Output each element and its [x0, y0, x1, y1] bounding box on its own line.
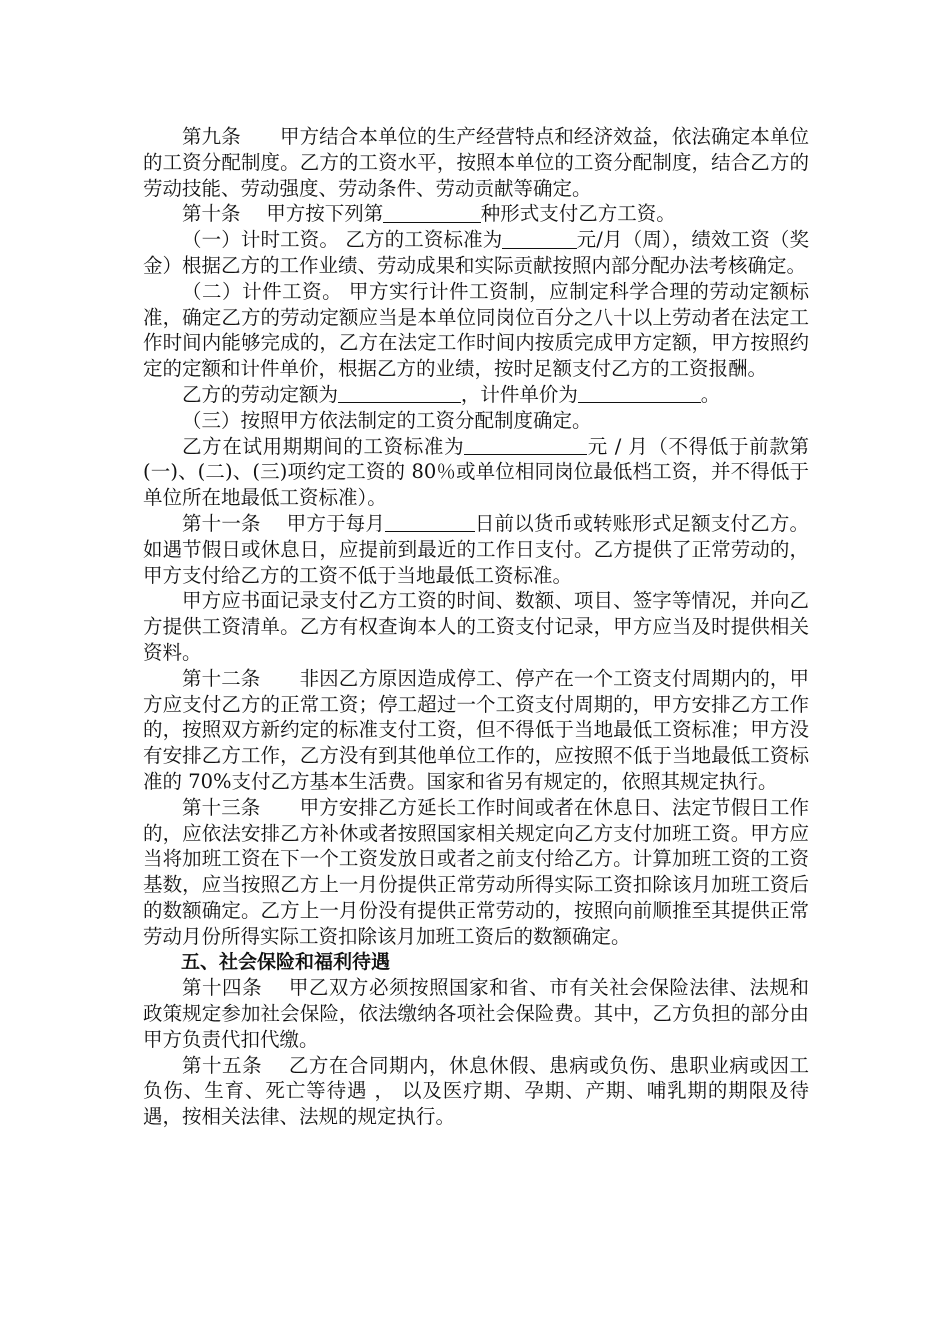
- article-12: 第十二条 非因乙方原因造成停工、停产在一个工资支付周期内的，甲方应支付乙方的正常工资；停工超过一个工资支付周期的，甲方安排乙方工作的，按照双方新约定的标准支付工资，但不得低于当地最低工资标准；甲方没有安排乙方工作，乙方没有到其他单位工作的，应按照不低于当地最低工资标准的 70%支付乙方基本生活费。国家和省另有规定的，依照其规定执行。: [143, 666, 809, 793]
- article-13: 第十三条 甲方安排乙方延长工作时间或者在休息日、法定节假日工作的，应依法安排乙方补休或者按照国家相关规定向乙方支付加班工资。甲方应当将加班工资在下一个工资发放日或者之前支付给乙方。计算加班工资的工资基数，应当按照乙方上一月份提供正常劳动所得实际工资扣除该月加班工资后的数额确定。乙方上一月份没有提供正常劳动的，按照向前顺推至其提供正常劳动月份所得实际工资扣除该月加班工资后的数额确定。: [143, 795, 809, 948]
- blank-field-pay-day[interactable]: [385, 512, 475, 533]
- document-body: [143, 124, 809, 1130]
- article-15: 第十五条 乙方在合同期内，休息休假、患病或负伤、患职业病或因工负伤、生育、死亡等待遇 ， 以及医疗期、孕期、产期、哺乳期的期限及待遇，按相关法律、法规的规定执行。: [143, 1053, 809, 1129]
- blank-field-trial-wage[interactable]: [464, 434, 587, 455]
- blank-field-labor-quota[interactable]: [338, 383, 461, 404]
- article-9: 第九条 甲方结合本单位的生产经营特点和经济效益，依法确定本单位的工资分配制度。乙方的工资水平，按照本单位的工资分配制度，结合乙方的劳动技能、劳动强度、劳动条件、劳动贡献等确定。: [143, 125, 809, 200]
- article-10-item-2-quota: 乙方的劳动定额为 ，计件单价为 。: [182, 382, 721, 406]
- article-11-records: 甲方应书面记录支付乙方工资的时间、数额、项目、签字等情况，并向乙方提供工资清单。乙方有权查询本人的工资支付记录，甲方应当及时提供相关资料。: [143, 589, 809, 664]
- article-10-item-1: （一）计时工资。 乙方的工资标准为 元/月（周），绩效工资（奖金）根据乙方的工作业绩、劳动成果和实际贡献按照内部分配办法考核确定。: [143, 228, 809, 277]
- blank-field-piece-price[interactable]: [578, 383, 701, 404]
- article-10: 第十条 甲方按下列第 种形式支付乙方工资。: [182, 202, 676, 226]
- article-10-item-3: （三）按照甲方依法制定的工资分配制度确定。: [182, 408, 592, 432]
- blank-field-wage-standard[interactable]: [502, 228, 576, 249]
- section-heading-social-insurance: 五、社会保险和福利待遇: [181, 950, 391, 973]
- article-11: 第十一条 甲方于每月 日前以货币或转账形式足额支付乙方。如遇节假日或休息日，应提前到最近的工作日支付。乙方提供了正常劳动的，甲方支付给乙方的工资不低于当地最低工资标准。: [143, 511, 809, 587]
- article-10-item-2: （二）计件工资。 甲方实行计件工资制，应制定科学合理的劳动定额标准，确定乙方的劳动定额应当是本单位同岗位百分之八十以上劳动者在法定工作时间内能够完成的，乙方在法定工作时间内按质完成甲方定额，甲方按照约定的定额和计件单价，根据乙方的业绩，按时足额支付乙方的工资报酬。: [143, 279, 809, 381]
- article-14: 第十四条 甲乙双方必须按照国家和省、市有关社会保险法律、法规和政策规定参加社会保险，依法缴纳各项社会保险费。其中，乙方负担的部分由甲方负责代扣代缴。: [143, 976, 809, 1051]
- article-10-trial-wage: 乙方在试用期期间的工资标准为 元 / 月（不得低于前款第(一)、(二)、(三)项约定工资的 80％或单位相同岗位最低档工资，并不得低于单位所在地最低工资标准）。: [143, 434, 809, 510]
- blank-field-payment-form[interactable]: [383, 202, 481, 223]
